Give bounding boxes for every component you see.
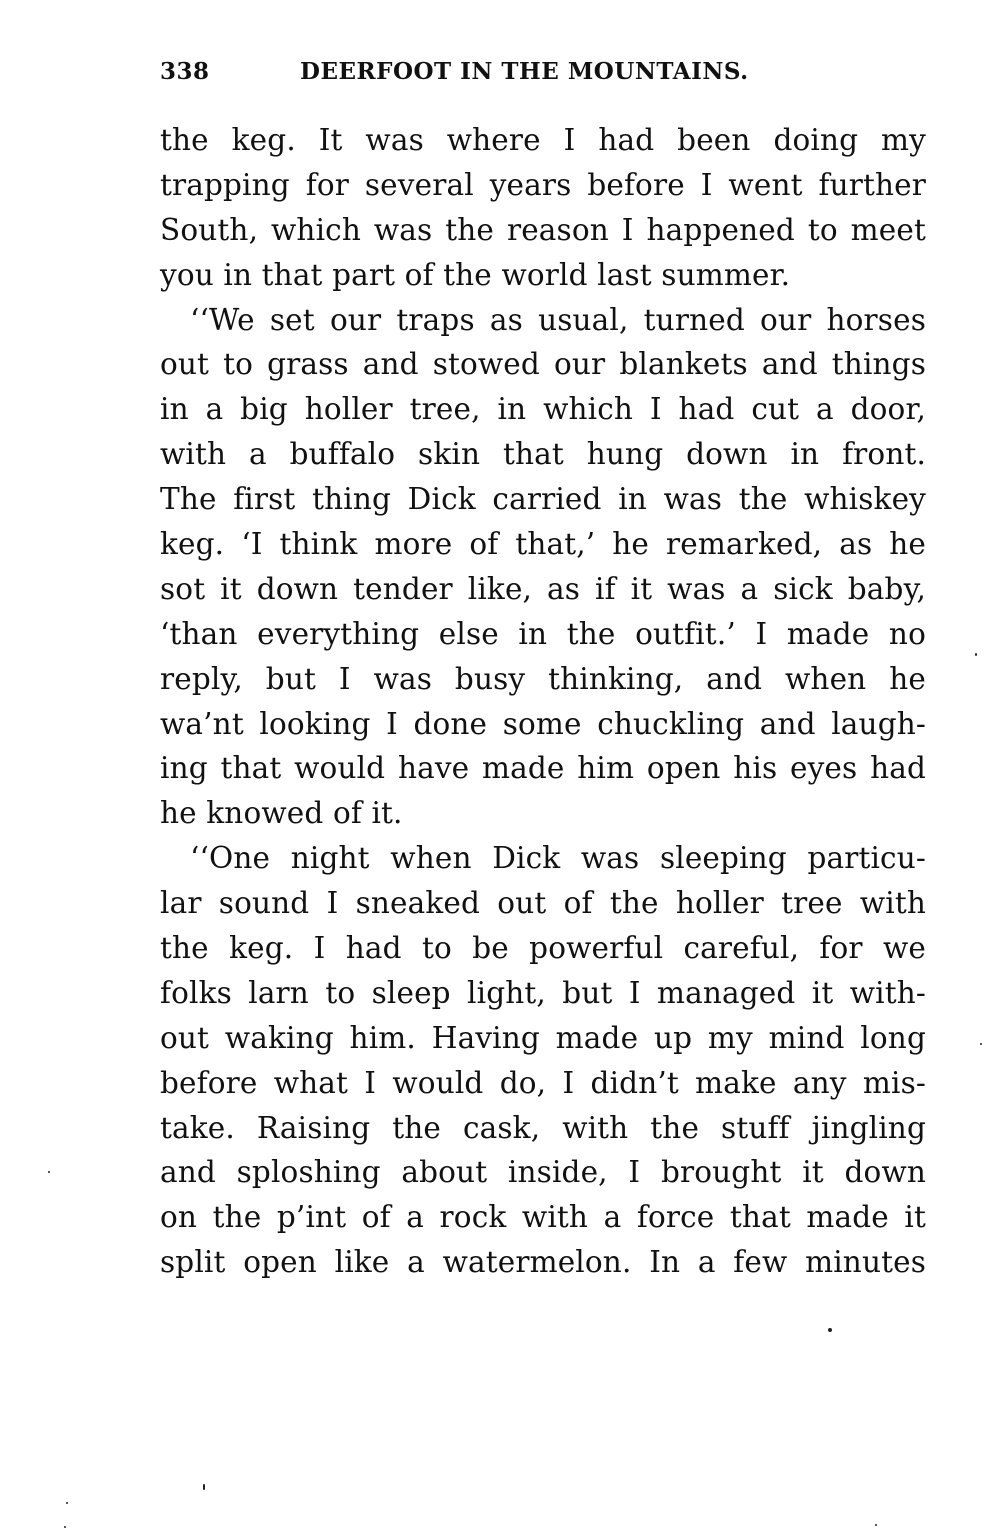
scan-speck xyxy=(203,1484,205,1490)
text-line: he knowed of it. xyxy=(160,796,403,831)
text-line: you in that part of the world last summer. xyxy=(160,257,791,292)
text-line: South, which was the reason I happened to meet xyxy=(160,212,926,247)
text-line: folks larn to sleep light, but I managed it with- xyxy=(160,975,926,1010)
text-line: with a buffalo skin that hung down in front. xyxy=(160,437,926,472)
scan-speck xyxy=(828,1328,832,1332)
text-line: out waking him. Having made up my mind long xyxy=(160,1020,926,1055)
text-line: in a big holler tree, in which I had cut a door, xyxy=(160,392,926,427)
text-line: The first thing Dick carried in was the whiskey xyxy=(160,482,926,517)
text-line: ing that would have made him open his eyes had xyxy=(160,751,926,786)
page-number: 338 xyxy=(160,58,210,85)
scan-speck xyxy=(48,1171,50,1173)
text-line: and sploshing about inside, I brought it down xyxy=(160,1155,926,1190)
scan-speck xyxy=(875,1524,877,1526)
text-line: the keg. It was where I had been doing my xyxy=(160,123,926,157)
body-text xyxy=(160,118,926,1285)
scan-speck xyxy=(980,1043,982,1045)
scan-speck xyxy=(66,1502,68,1504)
text-line: split open like a watermelon. In a few minutes xyxy=(160,1245,926,1280)
text-line: trapping for several years before I went further xyxy=(160,167,926,202)
scan-speck xyxy=(975,653,977,656)
paragraph-start-line: ‘‘We set our traps as usual, turned our horses xyxy=(190,302,926,337)
text-line: ‘than everything else in the outfit.’ I made no xyxy=(160,616,926,651)
running-title: DEERFOOT IN THE MOUNTAINS. xyxy=(300,58,749,85)
paragraph-start-line: ‘‘One night when Dick was sleeping particu- xyxy=(190,841,926,876)
text-line: sot it down tender like, as if it was a sick baby, xyxy=(160,571,926,606)
scan-speck xyxy=(64,1526,66,1528)
text-line: take. Raising the cask, with the stuff jingling xyxy=(160,1110,926,1145)
text-line: lar sound I sneaked out of the holler tree with xyxy=(160,886,926,921)
running-head xyxy=(160,58,926,94)
text-line: the keg. I had to be powerful careful, for we xyxy=(160,931,926,966)
text-line: keg. ‘I think more of that,’ he remarked, as he xyxy=(160,527,926,562)
text-line: wa’nt looking I done some chuckling and laugh- xyxy=(160,706,926,741)
text-line: out to grass and stowed our blankets and things xyxy=(160,347,926,382)
text-line: before what I would do, I didn’t make any mis- xyxy=(160,1065,926,1100)
text-line: on the p’int of a rock with a force that made it xyxy=(160,1200,926,1235)
text-line: reply, but I was busy thinking, and when he xyxy=(160,661,926,696)
